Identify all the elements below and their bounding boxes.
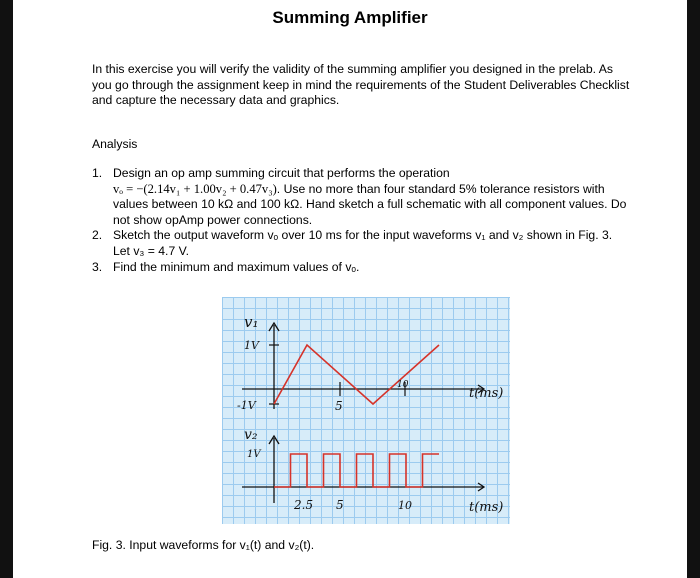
intro-paragraph: In this exercise you will verify the validity of the summing amplifier you designed in the prelab. As you go through the assignment keep in mind the requirements of the Student Deliverables Checklist and capture the necessary data and graphics. <box>92 62 630 107</box>
figure-caption: Fig. 3. Input waveforms for v₁(t) and v₂(t). <box>92 538 315 552</box>
v1-neg-label: -1V <box>237 399 256 412</box>
v1-pos-label: 1V <box>244 339 259 352</box>
list-item <box>92 166 632 228</box>
summing-equation: vₒ = −(2.14v₁ + 1.00v₂ + 0.47v₃) <box>113 181 277 196</box>
list-item-text: Design an op amp summing circuit that performs the operation <box>113 166 450 180</box>
list-item-text: Sketch the output waveform vₒ over 10 ms for the input waveforms v₁ and v₂ shown in Fig. 3. Let v₃ = 4.7 V. <box>113 228 613 258</box>
waveform-figure <box>222 297 510 524</box>
list-item <box>92 228 632 259</box>
document-page <box>13 0 687 578</box>
v2-tick-5: 5 <box>336 498 344 512</box>
list-item <box>92 260 632 276</box>
list-item-number: 1. <box>92 166 103 180</box>
list-item-text: Find the minimum and maximum values of vₒ. <box>113 259 360 274</box>
v2-tick-10: 10 <box>398 499 412 512</box>
v2-axis-label: v₂ <box>244 427 258 443</box>
list-item-number: 2. <box>92 228 103 243</box>
list-item-text: . Use no more than four standard 5% tolerance resistors with values between 10 kΩ and 100 kΩ. Hand sketch a full schematic with all component values. Do not show opAmp power connections. <box>113 181 627 227</box>
analysis-heading: Analysis <box>92 137 138 151</box>
v2-tick-25: 2.5 <box>294 498 314 512</box>
v1-axis-label: v₁ <box>244 313 259 331</box>
time-label-1: t(ms) <box>469 386 504 401</box>
time-label-2: t(ms) <box>469 500 504 515</box>
waveform-svg <box>222 297 510 524</box>
page-title: Summing Amplifier <box>272 8 428 27</box>
analysis-list <box>92 166 632 275</box>
v1-tick-10: 10 <box>397 380 409 390</box>
v2-waveform <box>274 454 439 487</box>
v2-level-label: 1V <box>247 449 261 460</box>
v1-waveform <box>274 345 439 404</box>
v1-tick-5: 5 <box>335 399 343 413</box>
list-item-number: 3. <box>92 259 103 274</box>
